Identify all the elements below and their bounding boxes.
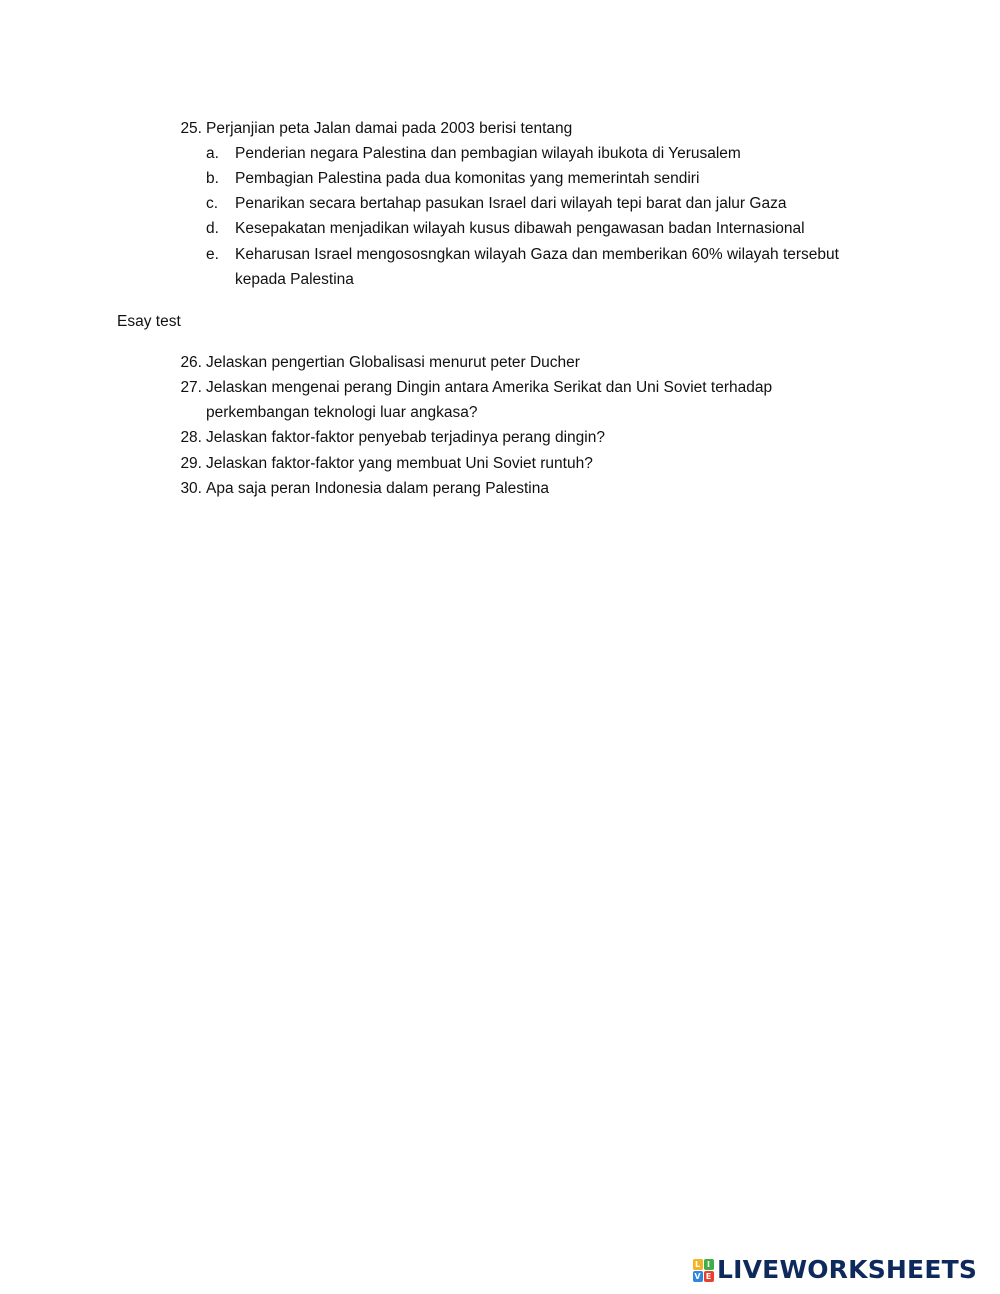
question-text: Perjanjian peta Jalan damai pada 2003 berisi tentang xyxy=(206,120,573,137)
logo-tile-e: E xyxy=(704,1271,714,1282)
option-text: kepada Palestina xyxy=(235,271,354,288)
question-text: Jelaskan pengertian Globalisasi menurut peter Ducher xyxy=(206,354,580,371)
question-number: 29. xyxy=(180,455,202,472)
logo-text: LIVEWORKSHEETS xyxy=(717,1255,978,1284)
question-text: Apa saja peran Indonesia dalam perang Palestina xyxy=(206,480,549,497)
question-number: 25. xyxy=(180,120,202,137)
logo-tile-v: V xyxy=(694,1271,701,1281)
option-text: Penderian negara Palestina dan pembagian wilayah ibukota di Yerusalem xyxy=(235,145,741,162)
liveworksheets-logo-icon xyxy=(692,1258,714,1282)
question-text: perkembangan teknologi luar angkasa? xyxy=(206,404,478,421)
question-number: 30. xyxy=(180,480,202,497)
question-number: 26. xyxy=(180,354,202,371)
question-number: 28. xyxy=(180,429,202,446)
option-letter: c. xyxy=(206,195,219,212)
question-text: Jelaskan mengenai perang Dingin antara Amerika Serikat dan Uni Soviet terhadap xyxy=(206,379,773,396)
option-text: Kesepakatan menjadikan wilayah kusus dibawah pengawasan badan Internasional xyxy=(235,220,805,237)
option-letter: a. xyxy=(206,145,219,162)
option-letter: d. xyxy=(206,220,219,237)
logo-tile-i: I xyxy=(704,1259,714,1270)
question-text: Jelaskan faktor-faktor yang membuat Uni Soviet runtuh? xyxy=(206,455,593,472)
option-letter: b. xyxy=(206,170,219,187)
logo-tile-l: L xyxy=(693,1259,703,1270)
question-text: Jelaskan faktor-faktor penyebab terjadinya perang dingin? xyxy=(206,429,605,446)
option-letter: e. xyxy=(206,246,219,263)
option-text: Keharusan Israel mengososngkan wilayah Gaza dan memberikan 60% wilayah tersebut xyxy=(235,246,839,263)
question-number: 27. xyxy=(180,379,202,396)
option-text: Pembagian Palestina pada dua komonitas yang memerintah sendiri xyxy=(235,170,700,187)
section-heading: Esay test xyxy=(117,313,181,330)
liveworksheets-logo xyxy=(692,1255,977,1285)
option-text: Penarikan secara bertahap pasukan Israel dari wilayah tepi barat dan jalur Gaza xyxy=(235,195,787,212)
